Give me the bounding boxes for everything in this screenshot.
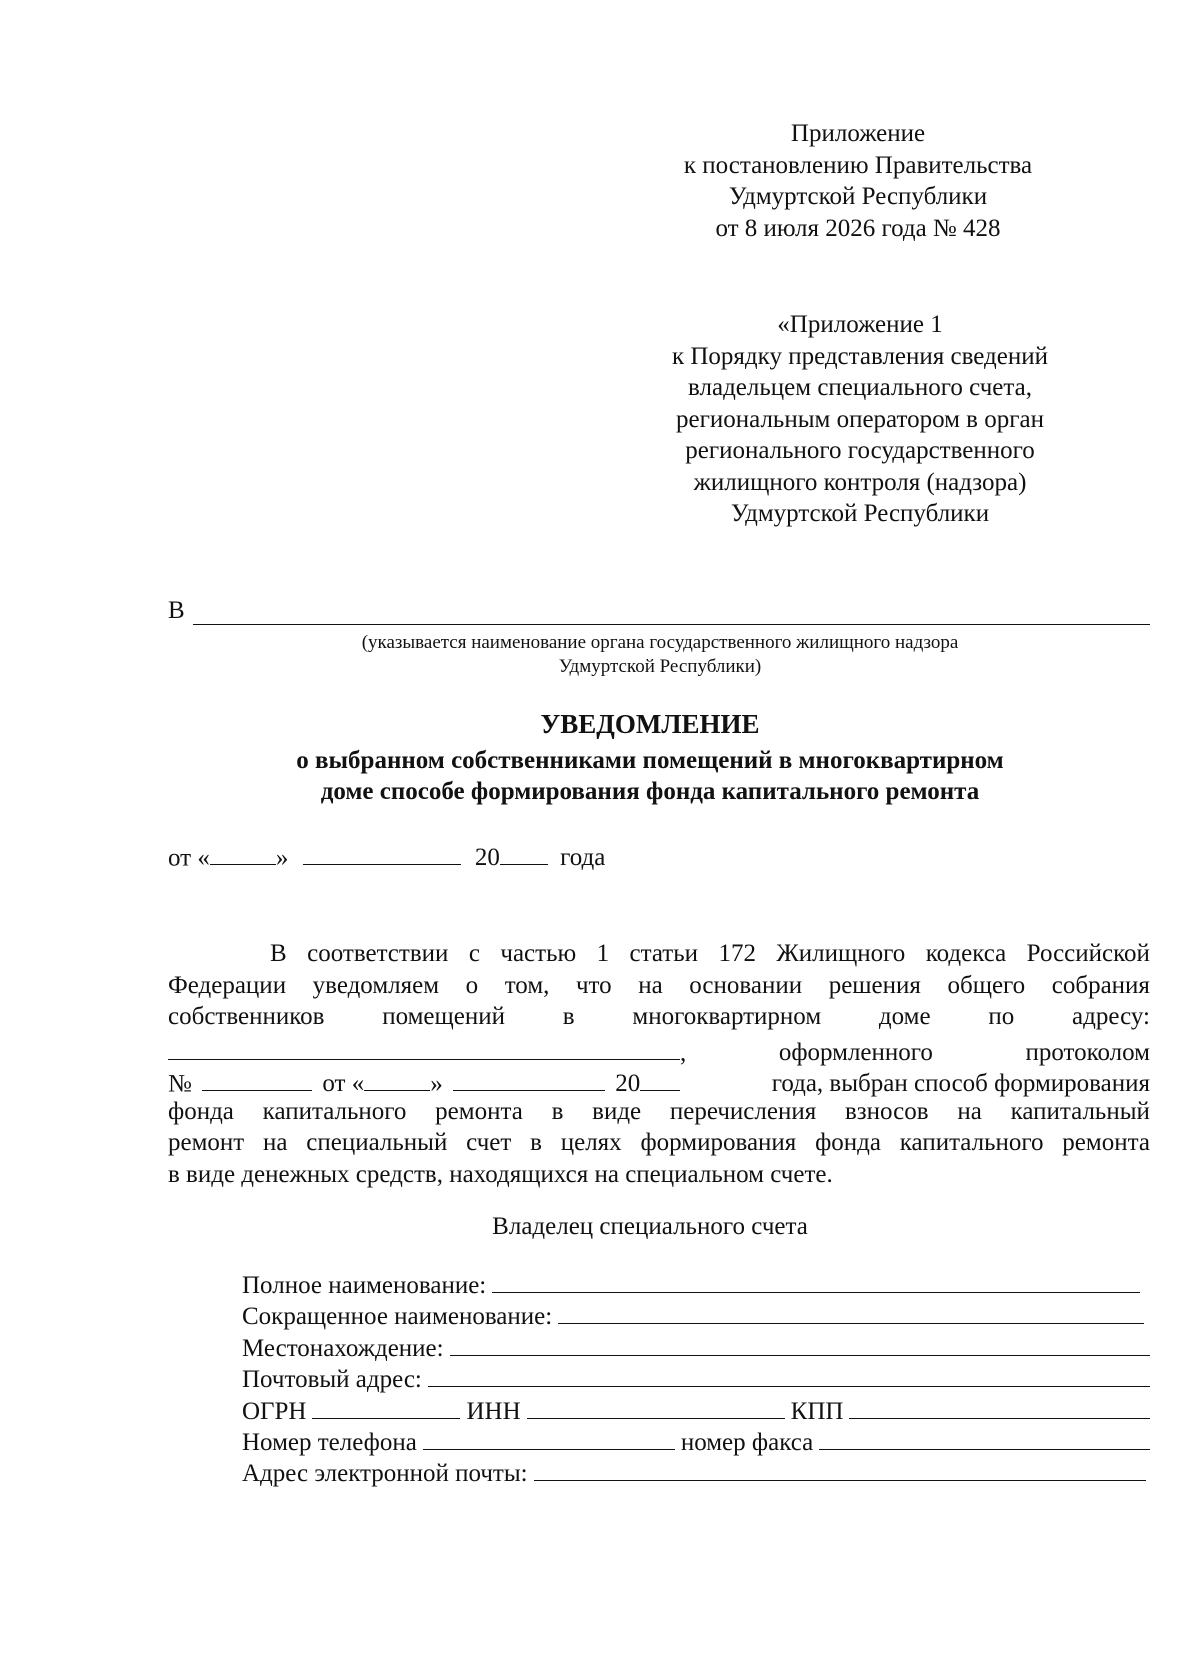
location-label: Местонахождение: xyxy=(242,1334,444,1362)
word: целях xyxy=(560,1129,622,1156)
appendix-top-block xyxy=(608,118,1108,244)
word: кодекса xyxy=(925,940,1007,967)
recipient-row xyxy=(168,597,1150,625)
body-line-1 xyxy=(168,938,1150,970)
word: ремонта xyxy=(435,1097,523,1125)
word: многоквартирном xyxy=(632,1003,822,1030)
word: виде xyxy=(592,1097,642,1125)
word: основании xyxy=(689,971,803,999)
postal-address-label: Почтовый адрес: xyxy=(242,1366,422,1394)
appendix-inner-line: владельцем специального счета, xyxy=(688,374,1032,401)
word: соответствии xyxy=(307,940,449,967)
word: на xyxy=(957,1097,982,1125)
location-field[interactable] xyxy=(450,1333,1150,1356)
recipient-note-line: Удмуртской Республики) xyxy=(558,656,762,677)
year-blank-field[interactable] xyxy=(500,838,548,865)
phone-field[interactable] xyxy=(423,1427,675,1450)
appendix-top-line: Удмуртской Республики xyxy=(728,183,988,210)
fax-field[interactable] xyxy=(819,1427,1150,1450)
word: уведомляем xyxy=(312,971,440,999)
email-label: Адрес электронной почты: xyxy=(242,1460,528,1488)
word: ремонт xyxy=(168,1129,245,1156)
word: на xyxy=(263,1129,288,1156)
protocol-close-quote: » xyxy=(430,1070,443,1098)
appendix-inner-line: к Порядку представления сведений xyxy=(671,342,1049,370)
fax-label: номер факса xyxy=(680,1428,814,1456)
word: Российской xyxy=(1026,940,1150,967)
date-row xyxy=(168,838,605,872)
ogrn-label: ОГРН xyxy=(242,1397,307,1425)
body-line-8 xyxy=(168,1159,1150,1191)
postal-address-field[interactable] xyxy=(428,1364,1150,1387)
full-name-field[interactable] xyxy=(492,1270,1140,1293)
recipient-note xyxy=(190,631,1130,679)
inn-label: ИНН xyxy=(466,1397,521,1425)
appendix-top-line: от 8 июля 2026 года № 428 xyxy=(715,214,1001,242)
kpp-field[interactable] xyxy=(849,1396,1150,1419)
word: Жилищного xyxy=(776,940,906,967)
body-line-7 xyxy=(168,1127,1150,1159)
phone-label: Номер телефона xyxy=(242,1428,417,1456)
owner-fields xyxy=(242,1270,1150,1490)
word: формирования xyxy=(640,1129,797,1156)
kpp-label: КПП xyxy=(790,1397,844,1425)
protocol-day-blank-field[interactable] xyxy=(364,1064,430,1091)
location-row xyxy=(242,1333,1150,1364)
word: в xyxy=(562,1003,575,1030)
document-subtitle-line: доме способе формирования фонда капитального ремонта xyxy=(320,778,980,805)
recipient-prefix: В xyxy=(168,597,185,624)
protocol-number-blank-field[interactable] xyxy=(202,1064,312,1091)
word: адресу: xyxy=(1072,1003,1150,1030)
recipient-note-line: (указывается наименование органа государственного жилищного надзора xyxy=(361,632,959,653)
body-line-6 xyxy=(168,1096,1150,1128)
word: в xyxy=(551,1097,564,1125)
date-from-label: от « xyxy=(168,844,210,872)
word: собственников xyxy=(168,1003,325,1030)
document-subtitle-line: о выбранном собственниками помещений в многоквартирном xyxy=(296,747,1004,774)
word: счет xyxy=(466,1129,512,1156)
appendix-top-line: Приложение xyxy=(790,120,926,147)
owner-heading: Владелец специального счета xyxy=(492,1213,808,1240)
protocol-year-blank-field[interactable] xyxy=(640,1064,680,1091)
word: Федерации xyxy=(168,971,287,999)
body-paragraph xyxy=(168,938,1150,1190)
appendix-inner-line: Удмуртской Республики xyxy=(730,500,990,527)
word: о xyxy=(465,971,479,999)
recipient-blank-field[interactable] xyxy=(193,598,1150,625)
appendix-top-line: к постановлению Правительства xyxy=(683,151,1033,179)
word: оформленного xyxy=(778,1038,933,1066)
email-field[interactable] xyxy=(534,1458,1146,1481)
word: что xyxy=(575,971,612,999)
word: фонда xyxy=(168,1097,234,1125)
appendix-inner-line: регионального государственного xyxy=(685,437,1035,464)
word: статьи xyxy=(629,940,699,967)
word: 172 xyxy=(718,940,756,967)
body-last-line: в виде денежных средств, находящихся на специальном счете. xyxy=(168,1160,833,1188)
word: протоколом xyxy=(1025,1038,1150,1066)
body-line-5 xyxy=(168,1064,1150,1096)
word: частью xyxy=(500,940,577,967)
appendix-inner-line: региональным оператором в орган xyxy=(676,405,1044,433)
body-line-4 xyxy=(168,1033,1150,1065)
word: общего xyxy=(947,971,1026,999)
postal-address-row xyxy=(242,1364,1150,1395)
word: перечисления xyxy=(669,1097,817,1125)
date-year-word: года xyxy=(560,844,606,872)
comma: , xyxy=(680,1038,687,1066)
word: в xyxy=(530,1129,542,1156)
date-century: 20 xyxy=(474,844,500,872)
full-name-label: Полное наименование: xyxy=(242,1272,487,1299)
word: доме xyxy=(878,1003,931,1030)
ogrn-inn-kpp-row xyxy=(242,1396,1150,1427)
word: специальный xyxy=(306,1129,448,1156)
word: капитальный xyxy=(1010,1097,1150,1125)
day-blank-field[interactable] xyxy=(210,838,276,865)
phone-fax-row xyxy=(242,1427,1150,1458)
full-name-row xyxy=(242,1270,1150,1301)
month-blank-field[interactable] xyxy=(303,838,461,865)
email-row xyxy=(242,1458,1150,1489)
word: капитального xyxy=(262,1097,407,1125)
document-title: УВЕДОМЛЕНИЕ xyxy=(540,709,760,739)
short-name-row xyxy=(242,1301,1150,1332)
body-line-2 xyxy=(168,970,1150,1002)
number-sign: № xyxy=(168,1070,192,1098)
address-blank-field[interactable] xyxy=(168,1033,680,1060)
word: собрания xyxy=(1051,971,1150,999)
protocol-tail-text: года, выбран способ формирования xyxy=(771,1070,1150,1098)
appendix-inner-block xyxy=(575,309,1145,530)
protocol-century: 20 xyxy=(615,1070,641,1098)
word: по xyxy=(988,1003,1015,1030)
appendix-inner-line: «Приложение 1 xyxy=(777,311,943,338)
body-line-3 xyxy=(168,1001,1150,1033)
word: взносов xyxy=(845,1097,929,1125)
word: помещений xyxy=(382,1003,506,1030)
ogrn-field[interactable] xyxy=(312,1396,460,1419)
date-close-quote: » xyxy=(275,844,289,872)
short-name-field[interactable] xyxy=(558,1301,1144,1324)
word: 1 xyxy=(596,940,610,967)
protocol-from-label: от « xyxy=(322,1070,365,1098)
word: фонда xyxy=(815,1129,881,1156)
word: ремонта xyxy=(1062,1129,1150,1156)
word: капитального xyxy=(899,1129,1044,1156)
word: с xyxy=(468,940,480,967)
word: решения xyxy=(828,971,921,999)
short-name-label: Сокращенное наименование: xyxy=(242,1303,553,1331)
word: В xyxy=(270,940,287,967)
appendix-inner-line: жилищного контроля (надзора) xyxy=(693,468,1027,496)
word: на xyxy=(638,971,663,999)
word: том, xyxy=(504,971,550,999)
inn-field[interactable] xyxy=(527,1396,785,1419)
protocol-month-blank-field[interactable] xyxy=(453,1064,605,1091)
